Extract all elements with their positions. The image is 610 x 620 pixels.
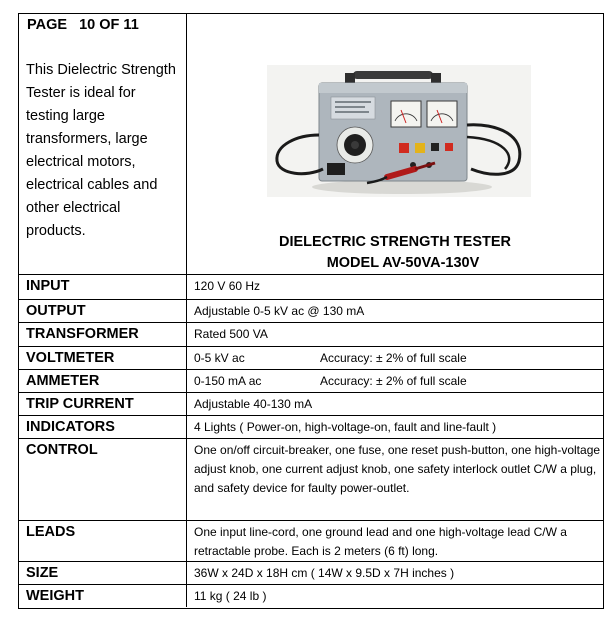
- product-description: This Dielectric Strength Tester is ideal for testing large transformers, large electrical motors, electrical cables and other electrical products.: [26, 62, 176, 239]
- spec-value: 4 Lights ( Power-on, high-voltage-on, fault and line-fault ): [187, 415, 604, 438]
- spec-label: TRIP CURRENT: [19, 392, 187, 415]
- spec-label: LEADS: [19, 520, 187, 561]
- spec-row-ammeter: [19, 369, 603, 392]
- spec-row-voltmeter: [19, 346, 603, 369]
- spec-label: SIZE: [19, 561, 187, 584]
- spec-label: AMMETER: [19, 369, 187, 392]
- spec-table: [19, 275, 603, 607]
- spec-row-trip-current: [19, 392, 603, 415]
- spec-row-control: [19, 438, 603, 520]
- spec-value: Rated 500 VA: [187, 322, 604, 346]
- product-cell: [187, 14, 603, 274]
- spec-value: 120 V 60 Hz: [187, 275, 604, 299]
- spec-range: 0-5 kV ac: [194, 350, 245, 365]
- spec-sheet: [18, 13, 604, 609]
- spec-row-size: [19, 561, 603, 584]
- spec-label: INDICATORS: [19, 415, 187, 438]
- spec-label: OUTPUT: [19, 299, 187, 322]
- product-model: MODEL AV-50VA-130V: [326, 255, 480, 271]
- spec-row-input: [19, 275, 603, 299]
- spec-range: 0-150 mA ac: [194, 373, 262, 388]
- spec-value: One input line-cord, one ground lead and one high-voltage lead C/W a retractable probe. Each is 2 meters (6 ft) long.: [187, 520, 604, 561]
- spec-row-transformer: [19, 322, 603, 346]
- product-photo: [267, 65, 531, 197]
- spec-label: VOLTMETER: [19, 346, 187, 369]
- spec-accuracy: Accuracy: ± 2% of full scale: [320, 373, 467, 388]
- spec-value: 36W x 24D x 18H cm ( 14W x 9.5D x 7H inches ): [187, 561, 604, 584]
- spec-label: CONTROL: [19, 438, 187, 520]
- intro-cell: [19, 14, 187, 274]
- spec-row-output: [19, 299, 603, 322]
- spec-row-leads: [19, 520, 603, 561]
- product-title: DIELECTRIC STRENGTH TESTER: [278, 234, 511, 250]
- spec-row-indicators: [19, 415, 603, 438]
- spec-row-weight: [19, 584, 603, 607]
- spec-value: [187, 369, 604, 392]
- spec-value: [187, 346, 604, 369]
- spec-value: Adjustable 0-5 kV ac @ 130 mA: [187, 299, 604, 322]
- spec-value: One on/off circuit-breaker, one fuse, one reset push-button, one high-voltage adjust knob, one current adjust knob, one safety interlock outlet C/W a plug, and safety device for faulty power-outlet.: [187, 438, 604, 520]
- spec-label: TRANSFORMER: [19, 322, 187, 346]
- spec-value: 11 kg ( 24 lb ): [194, 588, 267, 603]
- header-section: [19, 14, 603, 275]
- spec-label: INPUT: [19, 275, 187, 299]
- spec-accuracy: Accuracy: ± 2% of full scale: [320, 350, 467, 365]
- spec-label: WEIGHT: [19, 584, 187, 607]
- page-number: PAGE 10 OF 11: [27, 17, 139, 33]
- spec-value: Adjustable 40-130 mA: [187, 392, 604, 415]
